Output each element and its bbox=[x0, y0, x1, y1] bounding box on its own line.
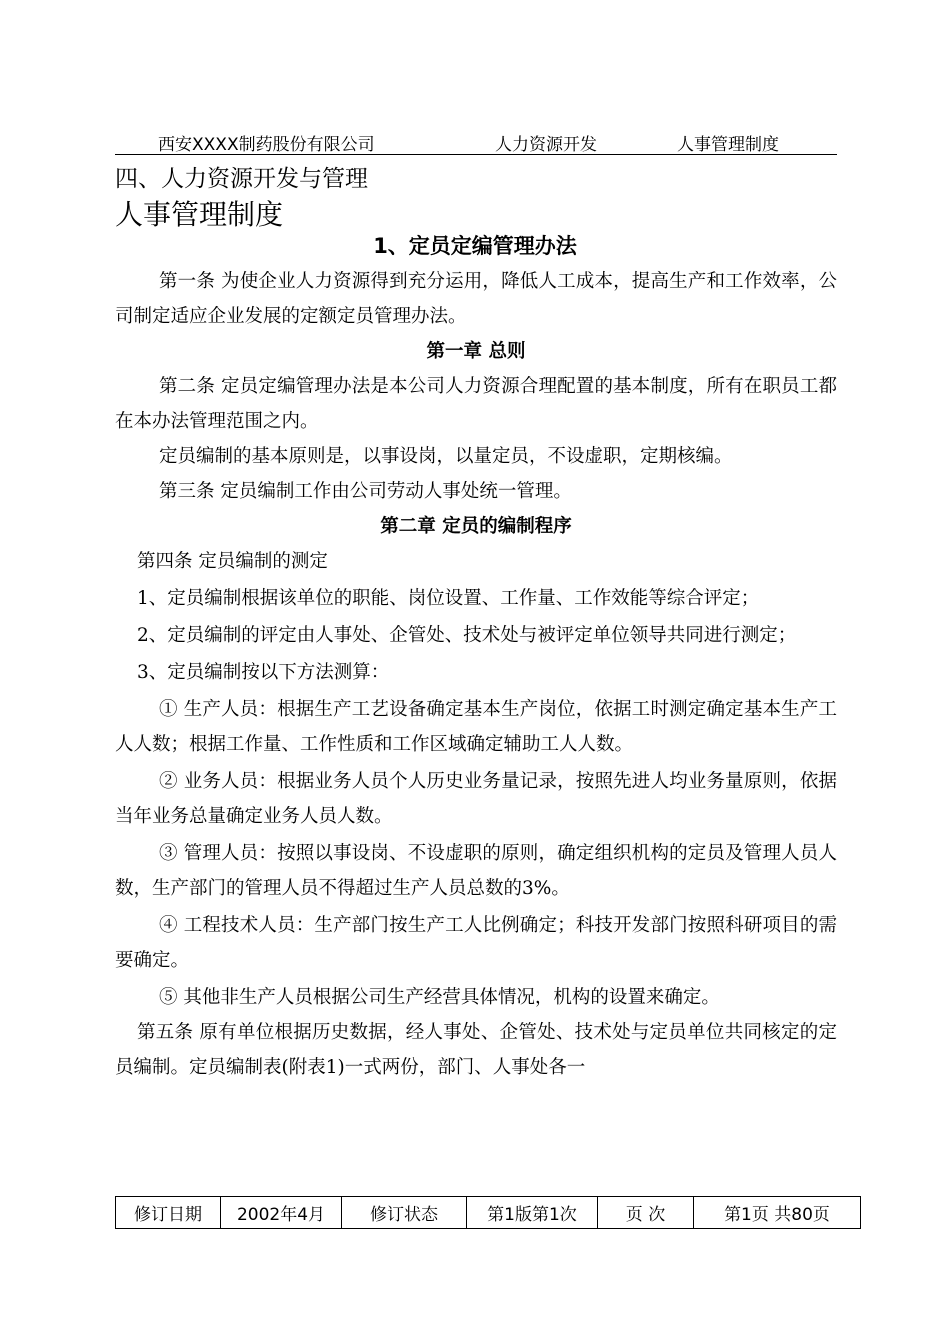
revision-date: 2002年4月 bbox=[221, 1197, 342, 1229]
header-department: 人力资源开发 bbox=[495, 135, 597, 155]
article-3: 第三条 定员编制工作由公司劳动人事处统一管理。 bbox=[159, 481, 572, 502]
header-document: 人事管理制度 bbox=[677, 135, 779, 155]
article-2: 第二条 定员定编管理办法是本公司人力资源合理配置的基本制度，所有在职员工都在本办法管理范围之内。 bbox=[115, 376, 837, 432]
item-3: 3、定员编制按以下方法测算： bbox=[137, 662, 390, 683]
method-management: ③ 管理人员：按照以事设岗、不设虚职的原则，确定组织机构的定员及管理人员人数，生产部门的管理人员不得超过生产人员总数的3%。 bbox=[115, 843, 837, 899]
revision-row bbox=[116, 1197, 861, 1229]
basic-principle: 定员编制的基本原则是，以事设岗，以量定员，不设虚职，定期核编。 bbox=[159, 446, 733, 467]
section-title: 四、人力资源开发与管理 bbox=[115, 166, 368, 192]
article-4: 第四条 定员编制的测定 bbox=[137, 551, 328, 572]
item-2: 2、定员编制的评定由人事处、企管处、技术处与被评定单位领导共同进行测定； bbox=[137, 625, 797, 646]
revision-table bbox=[115, 1196, 861, 1229]
page-value: 第1页 共80页 bbox=[694, 1197, 861, 1229]
revision-status: 第1版第1次 bbox=[467, 1197, 598, 1229]
page-header bbox=[115, 128, 837, 155]
chapter-1-heading: 第一章 总则 bbox=[426, 341, 526, 362]
revision-date-label: 修订日期 bbox=[116, 1197, 221, 1229]
chapter-2-heading: 第二章 定员的编制程序 bbox=[380, 516, 572, 537]
sub-title: 1、定员定编管理办法 bbox=[373, 234, 577, 258]
method-other: ⑤ 其他非生产人员根据公司生产经营具体情况，机构的设置来确定。 bbox=[159, 987, 720, 1008]
method-engineering: ④ 工程技术人员：生产部门按生产工人比例确定；科技开发部门按照科研项目的需要确定。 bbox=[115, 915, 837, 971]
item-1: 1、定员编制根据该单位的职能、岗位设置、工作量、工作效能等综合评定； bbox=[137, 588, 760, 609]
article-5: 第五条 原有单位根据历史数据，经人事处、企管处、技术处与定员单位共同核定的定员编制。定员编制表(附表1)一式两份，部门、人事处各一 bbox=[115, 1022, 837, 1078]
page-label: 页 次 bbox=[598, 1197, 694, 1229]
method-production: ① 生产人员：根据生产工艺设备确定基本生产岗位，依据工时测定确定基本生产工人人数；根据工作量、工作性质和工作区域确定辅助工人人数。 bbox=[115, 699, 837, 755]
revision-status-label: 修订状态 bbox=[342, 1197, 467, 1229]
main-title: 人事管理制度 bbox=[115, 198, 284, 231]
method-business: ② 业务人员：根据业务人员个人历史业务量记录，按照先进人均业务量原则，依据当年业务总量确定业务人员人数。 bbox=[115, 771, 837, 827]
document-body bbox=[115, 264, 837, 1085]
header-company: 西安XXXX制药股份有限公司 bbox=[158, 135, 375, 155]
article-1: 第一条 为使企业人力资源得到充分运用，降低人工成本，提高生产和工作效率，公司制定适应企业发展的定额定员管理办法。 bbox=[115, 271, 837, 327]
